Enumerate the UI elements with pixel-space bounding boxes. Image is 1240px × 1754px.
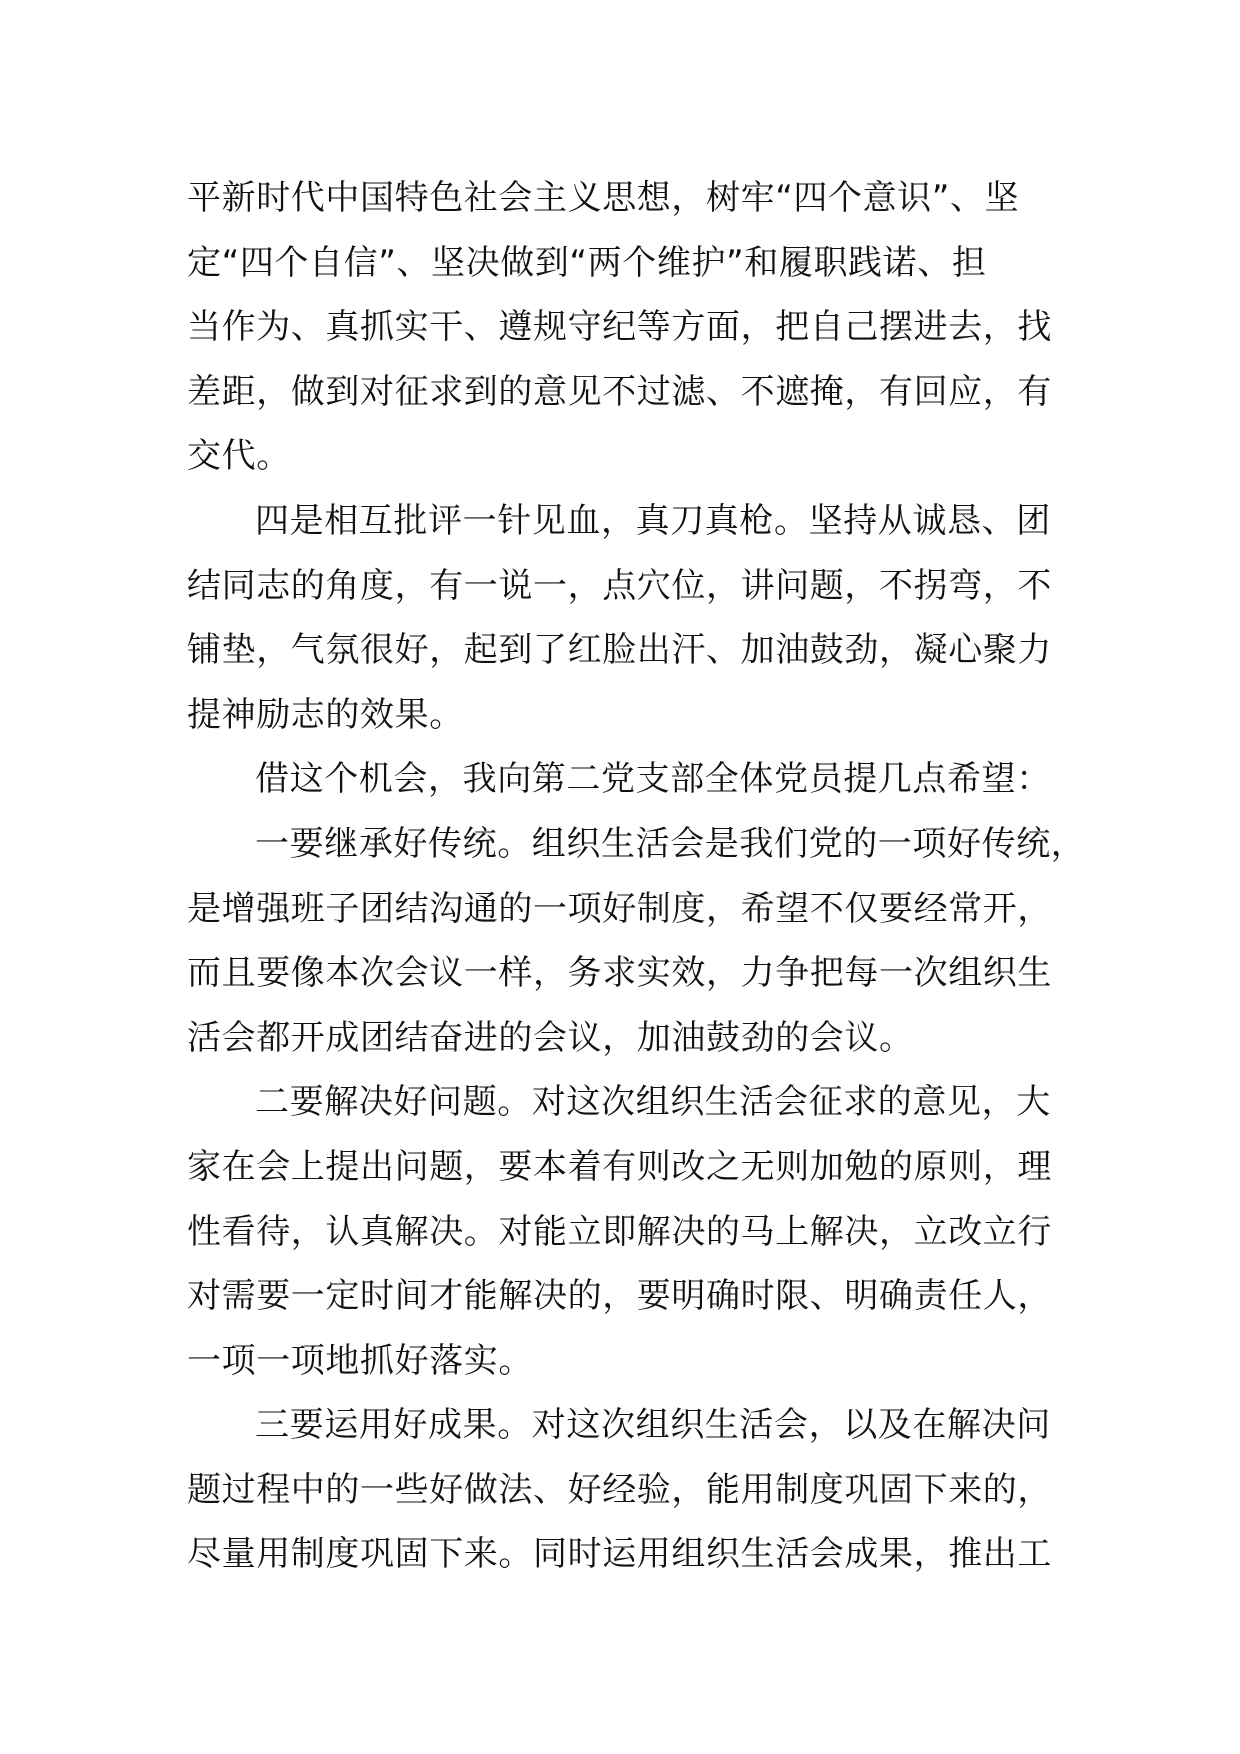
paragraph-start-line: 借这个机会，我向第二党支部全体党员提几点希望： — [255, 759, 1051, 800]
text-line: 是增强班子团结沟通的一项好制度，希望不仅要经常开， — [187, 888, 1052, 929]
text-line: 题过程中的一些好做法、好经验，能用制度巩固下来的， — [187, 1469, 1052, 1510]
paragraph-start-line: 三要运用好成果。对这次组织生活会，以及在解决问 — [255, 1405, 1051, 1446]
text-line: 差距，做到对征求到的意见不过滤、不遮掩，有回应，有 — [187, 371, 1052, 412]
text-line: 而且要像本次会议一样，务求实效，力争把每一次组织生 — [187, 953, 1052, 994]
text-line: 定“四个自信”、坚决做到“两个维护”和履职践诺、担 — [187, 242, 987, 283]
text-line: 提神励志的效果。 — [187, 694, 464, 735]
text-line: 家在会上提出问题，要本着有则改之无则加勉的原则，理 — [187, 1146, 1052, 1187]
text-line: 交代。 — [187, 436, 291, 477]
text-line: 性看待，认真解决。对能立即解决的马上解决，立改立行 — [187, 1211, 1052, 1252]
text-line: 平新时代中国特色社会主义思想，树牢“四个意识”、坚 — [187, 178, 1020, 218]
body-text — [187, 166, 1087, 1587]
paragraph-start-line: 二要解决好问题。对这次组织生活会征求的意见，大 — [255, 1082, 1051, 1123]
paragraph-start-line: 四是相互批评一针见血，真刀真枪。坚持从诚恳、团 — [255, 500, 1051, 541]
text-line: 对需要一定时间才能解决的，要明确时限、明确责任人， — [187, 1276, 1052, 1317]
text-line: 尽量用制度巩固下来。同时运用组织生活会成果，推出工 — [187, 1534, 1052, 1575]
text-line: 结同志的角度，有一说一，点穴位，讲问题，不拐弯，不 — [187, 565, 1052, 606]
text-line: 一项一项地抓好落实。 — [187, 1340, 533, 1381]
text-line: 当作为、真抓实干、遵规守纪等方面，把自己摆进去，找 — [187, 307, 1052, 348]
text-line: 活会都开成团结奋进的会议，加油鼓劲的会议。 — [187, 1017, 914, 1058]
text-line: 铺垫，气氛很好，起到了红脸出汗、加油鼓劲，凝心聚力 — [187, 630, 1052, 671]
paragraph-start-line: 一要继承好传统。组织生活会是我们党的一项好传统， — [255, 823, 1086, 864]
